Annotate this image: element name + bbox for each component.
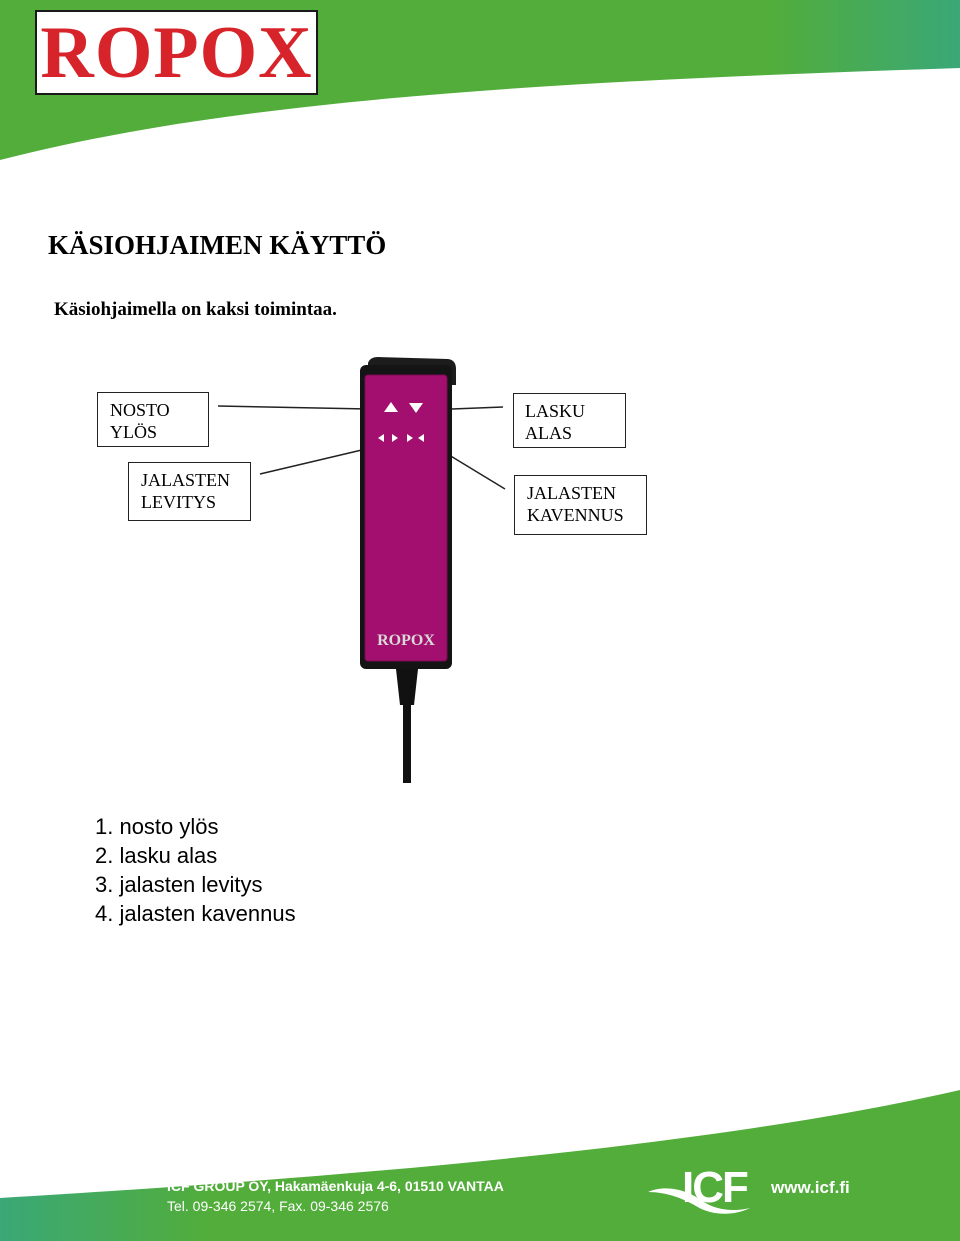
ropox-logo-text: ROPOX	[40, 12, 313, 94]
footer-band	[0, 1080, 960, 1241]
icf-logo	[646, 1162, 756, 1218]
list-item: 2. lasku alas	[95, 843, 218, 868]
label-jalasten-levitys	[128, 462, 251, 521]
page-title: KÄSIOHJAIMEN KÄYTTÖ	[48, 230, 387, 260]
label-lasku-line1: LASKU	[525, 401, 586, 421]
label-nosto-ylos	[97, 392, 209, 447]
list-item: 3. jalasten levitys	[95, 872, 263, 897]
controller-brand-text: ROPOX	[377, 632, 435, 649]
footer-url[interactable]: www.icf.fi	[771, 1178, 850, 1197]
label-lasku-alas	[513, 393, 626, 448]
list-item: 1. nosto ylös	[95, 814, 219, 839]
footer-address: ICF GROUP OY, Hakamäenkuja 4-6, 01510 VANTAA	[167, 1178, 504, 1194]
label-kavennus-line1: JALASTEN	[527, 483, 616, 503]
label-lasku-line2: ALAS	[525, 423, 573, 443]
label-levitys-line1: JALASTEN	[141, 470, 230, 490]
icf-logo-text: ICF	[682, 1163, 747, 1212]
label-levitys-line2: LEVITYS	[141, 492, 216, 512]
footer-phone: Tel. 09-346 2574, Fax. 09-346 2576	[167, 1198, 389, 1214]
hand-controller	[340, 355, 480, 785]
label-nosto-line2: YLÖS	[110, 422, 158, 442]
label-kavennus-line2: KAVENNUS	[527, 505, 624, 525]
label-nosto-line1: NOSTO	[110, 400, 170, 420]
page-subtitle: Käsiohjaimella on kaksi toimintaa.	[54, 299, 337, 320]
steps-list	[95, 812, 296, 928]
ropox-logo	[35, 10, 318, 95]
label-jalasten-kavennus	[514, 475, 647, 535]
list-item: 4. jalasten kavennus	[95, 901, 296, 926]
